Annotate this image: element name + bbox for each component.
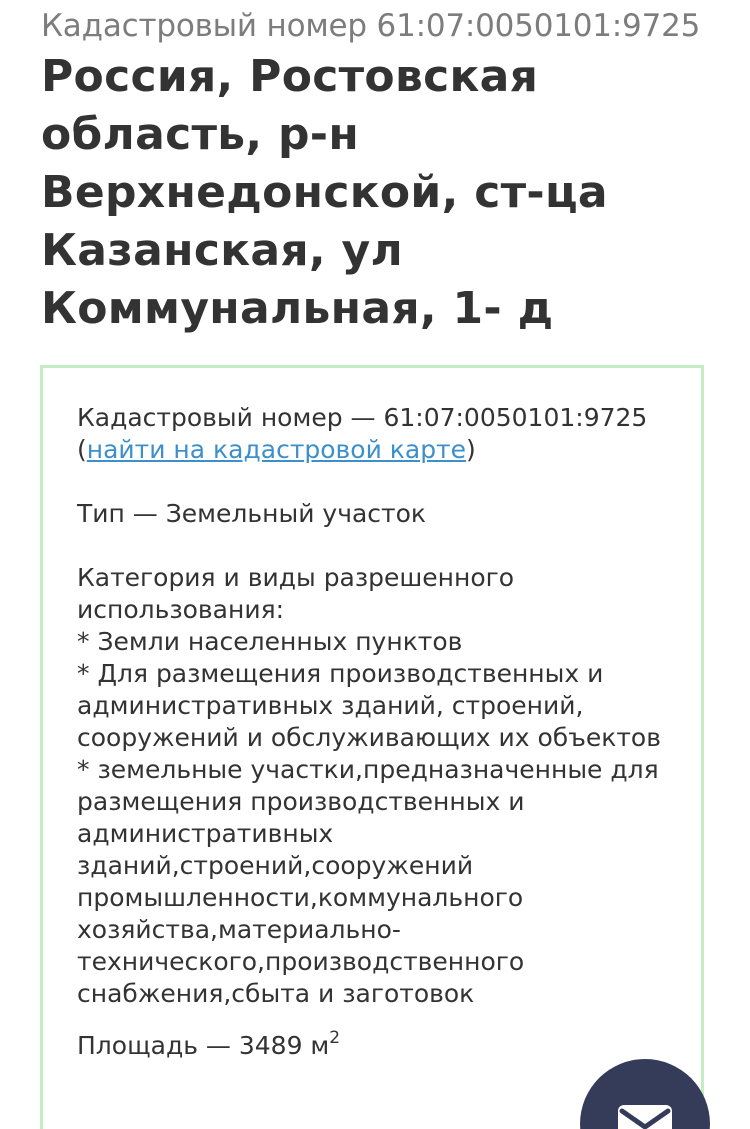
details-card xyxy=(40,365,704,1129)
category-item: * земельные участки,предназначенные для размещения производственных и административных зданий,строений,сооружений промышленности,коммунального хозяйства,материально-технического,производственного снабжения,сбыта и заготовок xyxy=(77,755,659,1008)
envelope-icon xyxy=(616,1103,674,1129)
page-title-address: Россия, Ростовская область, р-н Верхнедонской, ст-ца Казанская, ул Коммунальная, 1- д xyxy=(41,51,608,334)
area-label: Площадь — 3489 м xyxy=(77,1031,330,1060)
cadastral-number-label: Кадастровый номер — 61:07:0050101:9725 xyxy=(77,403,648,432)
close-paren: ) xyxy=(466,435,476,464)
category-title: Категория и виды разрешенного использования: xyxy=(77,563,515,624)
category-item: * Земли населенных пунктов xyxy=(77,627,463,656)
area-line xyxy=(77,1027,677,1062)
category-item: * Для размещения производственных и административных зданий, строений, сооружений и обслуживающих их объектов xyxy=(77,659,661,752)
open-paren: ( xyxy=(77,435,87,464)
cadastral-subtitle: Кадастровый номер 61:07:0050101:9725 xyxy=(41,8,701,44)
cadastral-map-link[interactable]: найти на кадастровой карте xyxy=(86,435,467,464)
area-unit-power: 2 xyxy=(329,1027,341,1048)
cadastral-number-line xyxy=(77,402,677,466)
details-body xyxy=(77,402,677,1062)
type-line: Тип — Земельный участок xyxy=(77,499,426,528)
